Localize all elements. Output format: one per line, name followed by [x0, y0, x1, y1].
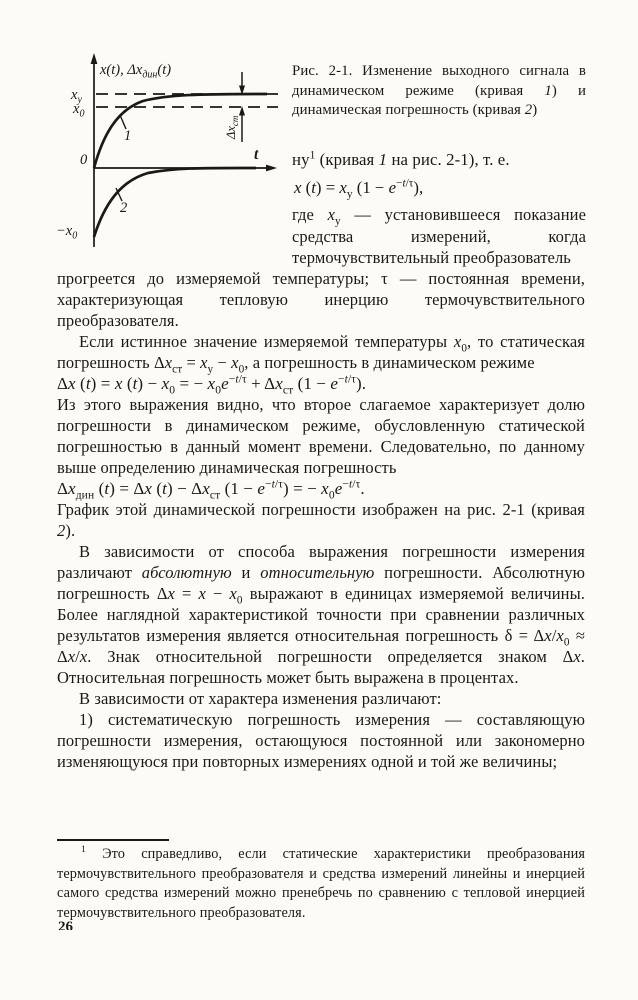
- formula-delta-x: Δx (t) = x $(t) - x_0$ = − $x_0e^{-t/\tau} + \Delta x_{ст}$ $(1 - e^{-t/\tau})$.: [57, 372, 367, 397]
- minus-x0-label: $-x_0$: [56, 223, 78, 242]
- formula-x-t: x $(t) = x_у$ $(1 - e^{-t/\tau})$,: [294, 177, 424, 201]
- column-text: где $x_у$ — установившееся показание средства измерений, когда термочувствительный преобразователь: [292, 205, 586, 267]
- footnote-text: $^1$ Это справедливо, если статические характеристики преобразования термочувствительного преобразователя и средства измерений линейны и инерцией самого средства измерений можно пренебречь по сравнению с тепловой инерцией термочувствительного преобразователя.: [57, 844, 585, 921]
- paragraph-systematic: 1) систематическую погрешность измерения — составляющую погрешности измерения, остающуюся постоянной или закономерно изменяющуюся при повторных измерениях одной и той же величины;: [57, 710, 585, 771]
- y-axis-label: x(t), $\Delta x_{дин}(t)$: [100, 62, 172, 81]
- xy-level-label: $x_у$: [71, 87, 82, 106]
- column-text-line: $ну^1$ (кривая 1 на рис. 2-1), т. е.: [292, 149, 510, 169]
- paragraph-classification: В зависимости от характера изменения различают:: [79, 689, 442, 708]
- figure-caption: Рис. 2-1. Изменение выходного сигнала в динамическом режиме (кривая 1) и динамическая погрешность (кривая 2): [292, 63, 586, 118]
- dxst-label: $\Delta x_{ст}$: [224, 115, 240, 139]
- curve-1-label: 1: [124, 128, 132, 144]
- curve-1: [94, 94, 267, 168]
- origin-label: 0: [80, 152, 88, 168]
- curve-2: [94, 168, 256, 237]
- paragraph-absolute-relative: В зависимости от способа выражения погрешности измерения различают абсолютную и относительную погрешности. Абсолютную погрешность $\Delta x = x - x_0$ выражают в единицах измеряемой величины. Более наглядной характеристикой точности при сравнении различных результатов измерения является относительная погрешность $\delta = \Delta x/x_0 \approx \Delta x/x$. Знак относительной погрешности определяется знаком Δx. Относительная погрешность может быть выражена в процентах.: [57, 542, 586, 687]
- figure-2-1-graph: [54, 50, 286, 252]
- footnote-rule: [57, 839, 169, 841]
- t-axis-label: t: [254, 146, 259, 163]
- curve-2-label: 2: [120, 200, 128, 216]
- y-axis-arrow-icon: [91, 53, 98, 64]
- page-number: 26: [58, 920, 73, 930]
- right-column: [292, 149, 586, 269]
- curve-1-tick: [120, 115, 126, 129]
- formula-delta-x-dyn: $\Delta x_{дин}$ (t) = Δx $(t) - \Delta x_{ст}$ $(1 - e^{-t/\tau})$ = − $x_0e^{-t/\tau}$.: [57, 477, 365, 502]
- paragraph-static-error: Если истинное значение измеряемой температуры $x_0$, то статическая погрешность $\Delta x_{ст} = x_у - x_0$, а погрешность в динамическом режиме: [57, 332, 585, 376]
- body-text: [57, 268, 585, 772]
- t-axis-arrow-icon: [266, 165, 277, 172]
- paragraph-expression: Из этого выражения видно, что второе слагаемое характеризует долю погрешности в динамическом режиме, обусловленную статической погрешностью в данный момент времени. Следовательно, по данному выше определению динамическая погрешность: [57, 395, 585, 477]
- paragraph-continuation: прогреется до измеряемой температуры; τ — постоянная времени, характеризующая тепловую инерцию термочувствительного преобразователя.: [57, 269, 585, 330]
- paragraph-graph-ref: График этой динамической погрешности изображен на рис. 2-1 (кривая 2).: [57, 500, 585, 540]
- x0-level-label: $x_0$: [73, 101, 85, 120]
